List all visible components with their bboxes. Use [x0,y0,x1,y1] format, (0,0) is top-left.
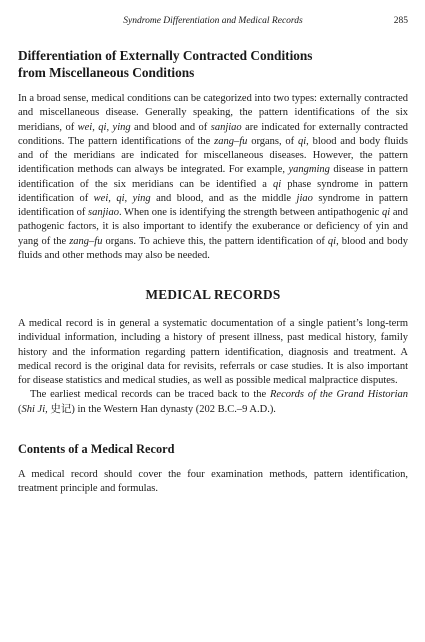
italic-term: qi [382,207,391,218]
italic-term: sanjiao [210,121,242,133]
italic-term: qi [116,192,125,204]
section-heading-medical-records: MEDICAL RECORDS [145,287,281,302]
paragraph-medical-record-definition: A medical record is in general a systematic documentation of a single patient’s long-term individual information, including a history of present illness, past medical history, family history and the information regarding pattern identification, diagnosis and treatment. A medical record is the original data for revisits, referrals or case studies. It is also important for disease statistics and medical studies, as well as possible medical malpractice disputes. [18,318,408,386]
italic-term: qi [297,135,307,147]
section-heading-line-1: Differentiation of Externally Contracted Conditions [18,48,313,63]
running-title: Syndrome Differentiation and Medical Records [123,16,303,26]
running-head [18,14,408,28]
italic-term: qi [273,178,282,190]
subheading-contents: Contents of a Medical Record [18,441,175,456]
paragraph-contents: A medical record should cover the four examination methods, pattern identification, treatment principle and formulas. [18,468,408,494]
italic-term: wei [77,121,93,133]
paragraph-differentiation: In a broad sense, medical conditions can be categorized into two types: externally contracted and miscellaneous disease. Generally speaking, the pattern identifications of the six meridians, of wei, qi, ying and blood and of sanjiao are indicated for externally contracted conditions. The pattern identifications of the zang–fu organs, of qi, blood and body fluids and of the meridians are indicated for miscellaneous diseases. However, the pattern identification methods can always be integrated. For example, yangming disease in pattern identification of the six meridians can be identified a qi phase syndrome in pattern identification of wei, qi, ying and blood, and as the middle jiao syndrome in pattern identification of sanjiao. When one is identifying the strength between antipathogenic qi and pathogenic factors, it is also important to identify the exuberance or deficiency of yin and yang of the zang–fu organs. To achieve this, the pattern identification of qi, blood and body fluids and other methods may also be needed. [18,93,409,261]
italic-term: zang–fu [214,135,248,147]
section-heading-differentiation [18,47,408,81]
page-number: 285 [393,16,408,26]
italic-term: zang–fu [69,235,103,247]
italic-term: qi [327,235,337,247]
section-heading-line-2: from Miscellaneous Conditions [18,65,195,80]
italic-term: jiao [296,192,313,204]
italic-term: Records of the Grand Historian [270,389,408,401]
italic-term: ying [132,192,151,204]
italic-term: qi [98,121,107,133]
italic-term: Shi Ji, [21,403,48,415]
italic-term: yangming [288,164,330,176]
paragraph-earliest-records: The earliest medical records can be traced back to the Records of the Grand Historian (Shi Ji, 史记) in the Western Han dynasty (202 B.C.–9 A.D.). [18,389,408,415]
italic-term: ying [112,121,131,133]
italic-term: wei [93,192,109,204]
italic-term: sanjiao [88,207,119,218]
